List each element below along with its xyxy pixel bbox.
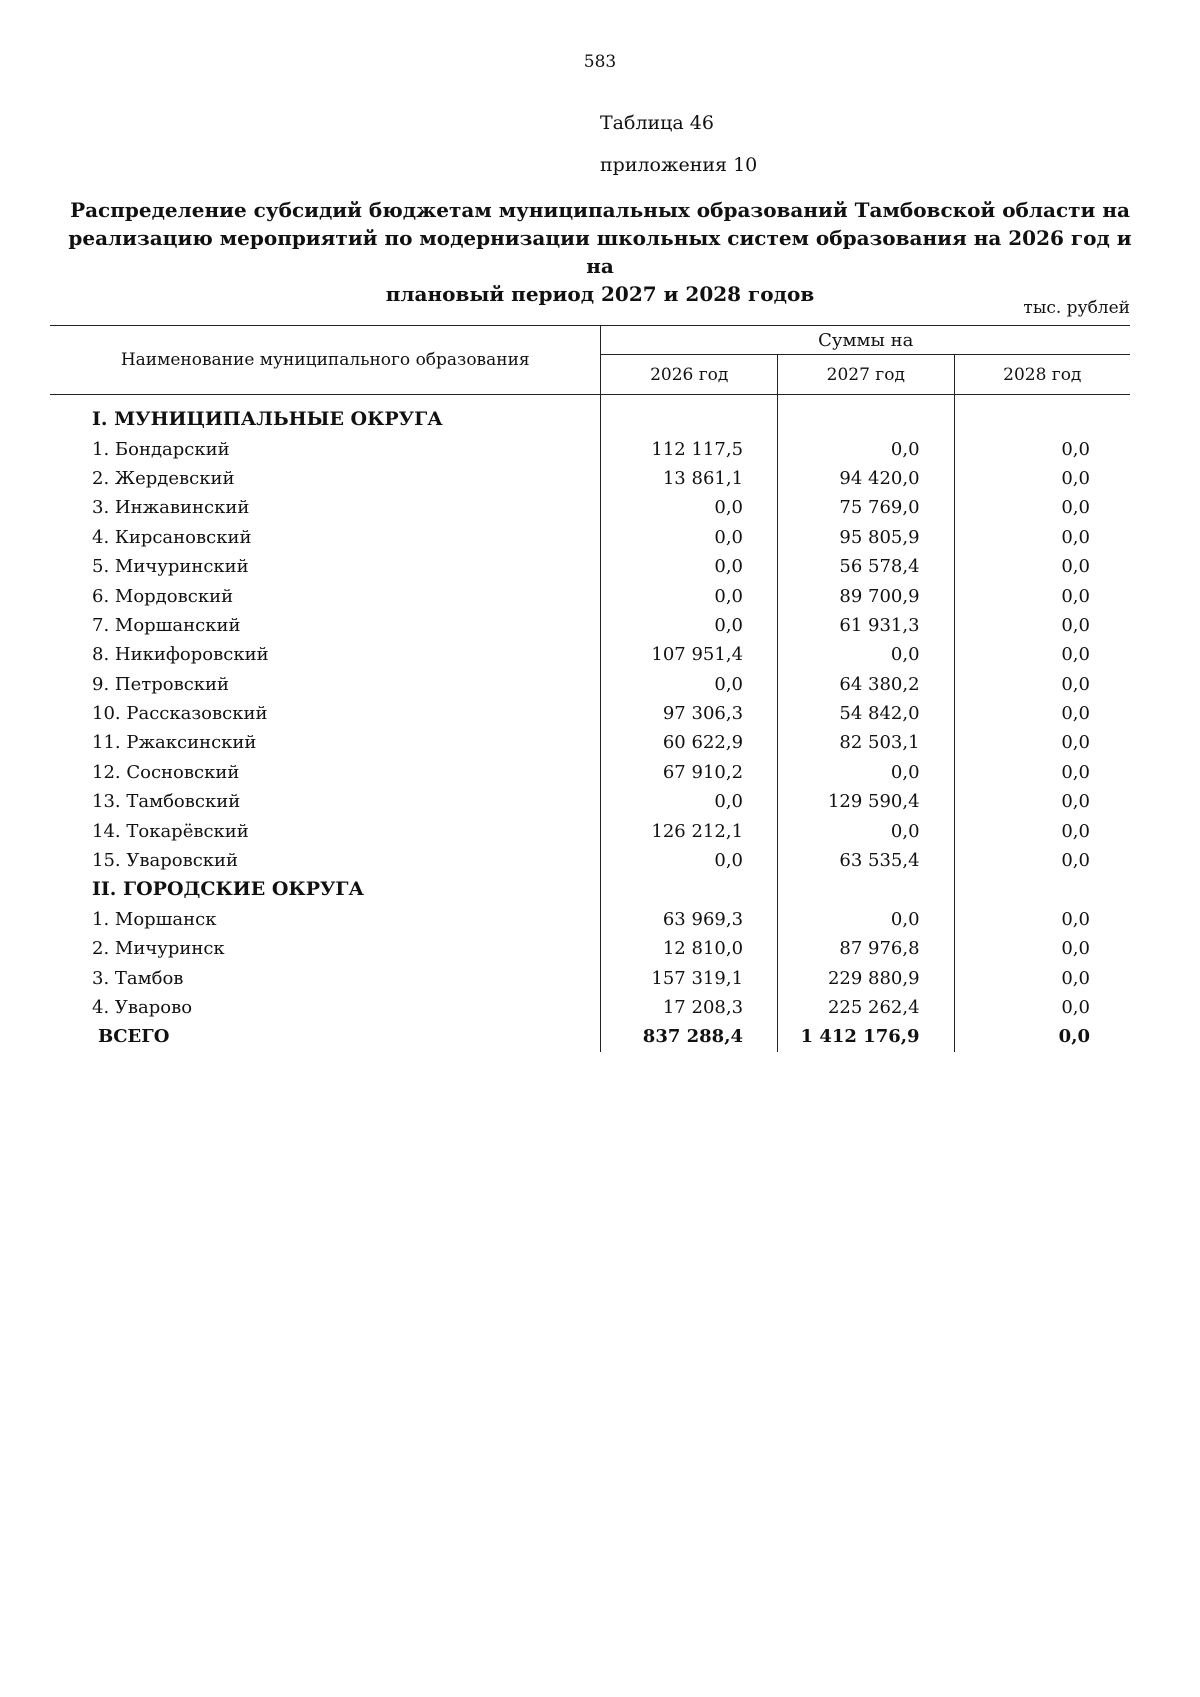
total-row — [50, 1022, 1130, 1051]
value-2027: 75 769,0 — [778, 493, 955, 522]
value-2027: 95 805,9 — [778, 523, 955, 552]
value-2028: 0,0 — [954, 670, 1130, 699]
value-2028: 0,0 — [954, 1022, 1130, 1051]
value-2028: 0,0 — [954, 699, 1130, 728]
row-name: 6. Мордовский — [92, 585, 234, 607]
value-2026: 97 306,3 — [601, 699, 778, 728]
table-row — [50, 816, 1130, 845]
appendix-number: приложения 10 — [600, 154, 758, 176]
table-row — [50, 905, 1130, 934]
value-2028: 0,0 — [954, 905, 1130, 934]
value-2026: 0,0 — [601, 611, 778, 640]
value-2027: 0,0 — [778, 434, 955, 463]
table-row — [50, 934, 1130, 963]
value-2026: 60 622,9 — [601, 728, 778, 757]
value-2027: 82 503,1 — [778, 728, 955, 757]
value-2028: 0,0 — [954, 434, 1130, 463]
value-2027: 94 420,0 — [778, 464, 955, 493]
table-row — [50, 846, 1130, 875]
value-2027: 0,0 — [778, 758, 955, 787]
table-row — [50, 758, 1130, 787]
row-name: ВСЕГО — [98, 1026, 170, 1048]
header-sums: Суммы на — [601, 326, 1130, 355]
value-2028: 0,0 — [954, 640, 1130, 669]
table-row — [50, 434, 1130, 463]
row-name: 13. Тамбовский — [92, 791, 241, 813]
value-2026: 0,0 — [601, 552, 778, 581]
table-row — [50, 670, 1130, 699]
value-2026: 0,0 — [601, 787, 778, 816]
title-line-2: реализацию мероприятий по модернизации школьных систем образования на 2026 год и на — [68, 226, 1132, 278]
table-row — [50, 699, 1130, 728]
value-2028: 0,0 — [954, 552, 1130, 581]
title-line-3: плановый период 2027 и 2028 годов — [385, 282, 815, 306]
table-row — [50, 464, 1130, 493]
value-2028: 0,0 — [954, 464, 1130, 493]
document-title — [60, 196, 1140, 308]
value-2028: 0,0 — [954, 523, 1130, 552]
value-2027: 54 842,0 — [778, 699, 955, 728]
value-2028 — [954, 875, 1130, 904]
value-2027: 56 578,4 — [778, 552, 955, 581]
value-2027: 63 535,4 — [778, 846, 955, 875]
value-2027 — [778, 395, 955, 435]
row-name: II. ГОРОДСКИЕ ОКРУГА — [92, 878, 364, 901]
value-2028: 0,0 — [954, 934, 1130, 963]
value-2027: 0,0 — [778, 640, 955, 669]
value-2026 — [601, 875, 778, 904]
value-2027: 225 262,4 — [778, 993, 955, 1022]
row-name: 15. Уваровский — [92, 850, 239, 872]
value-2026: 67 910,2 — [601, 758, 778, 787]
value-2028: 0,0 — [954, 846, 1130, 875]
table-row — [50, 963, 1130, 992]
row-name: 5. Мичуринский — [92, 556, 249, 578]
value-2026: 0,0 — [601, 670, 778, 699]
value-2027: 1 412 176,9 — [778, 1022, 955, 1051]
row-name: 4. Кирсановский — [92, 526, 252, 548]
header-year-2028: 2028 год — [954, 355, 1130, 395]
row-name: I. МУНИЦИПАЛЬНЫЕ ОКРУГА — [92, 408, 443, 431]
value-2028: 0,0 — [954, 758, 1130, 787]
row-name: 12. Сосновский — [92, 761, 240, 783]
value-2026: 112 117,5 — [601, 434, 778, 463]
row-name: 11. Ржаксинский — [92, 732, 257, 754]
value-2026: 107 951,4 — [601, 640, 778, 669]
row-name: 2. Жердевский — [92, 467, 235, 489]
value-2026: 17 208,3 — [601, 993, 778, 1022]
value-2026: 12 810,0 — [601, 934, 778, 963]
value-2027: 89 700,9 — [778, 581, 955, 610]
header-year-2026: 2026 год — [601, 355, 778, 395]
value-2027: 64 380,2 — [778, 670, 955, 699]
value-2027: 229 880,9 — [778, 963, 955, 992]
value-2026: 126 212,1 — [601, 816, 778, 845]
table-row — [50, 552, 1130, 581]
table-row — [50, 523, 1130, 552]
value-2028: 0,0 — [954, 787, 1130, 816]
table-row — [50, 993, 1130, 1022]
value-2028: 0,0 — [954, 581, 1130, 610]
value-2027: 87 976,8 — [778, 934, 955, 963]
value-2027: 61 931,3 — [778, 611, 955, 640]
table-number: Таблица 46 — [600, 112, 714, 134]
table-row — [50, 787, 1130, 816]
value-2026: 0,0 — [601, 493, 778, 522]
row-name: 1. Бондарский — [92, 438, 230, 460]
title-line-1: Распределение субсидий бюджетам муниципальных образований Тамбовской области на — [70, 198, 1130, 222]
value-2027: 0,0 — [778, 816, 955, 845]
value-2026: 157 319,1 — [601, 963, 778, 992]
value-2027: 129 590,4 — [778, 787, 955, 816]
header-year-2027: 2027 год — [778, 355, 955, 395]
value-2027 — [778, 875, 955, 904]
value-2026: 0,0 — [601, 523, 778, 552]
value-2028: 0,0 — [954, 611, 1130, 640]
page-number: 583 — [583, 52, 617, 72]
table-body — [50, 395, 1130, 1052]
row-name: 4. Уварово — [92, 997, 193, 1018]
row-name: 14. Токарёвский — [92, 820, 249, 842]
table-row — [50, 728, 1130, 757]
table-row — [50, 611, 1130, 640]
value-2028: 0,0 — [954, 493, 1130, 522]
table-row — [50, 493, 1130, 522]
row-name: 7. Моршанский — [92, 614, 241, 636]
row-name: 8. Никифоровский — [92, 644, 269, 666]
value-2028: 0,0 — [954, 728, 1130, 757]
value-2026: 0,0 — [601, 846, 778, 875]
row-name: 2. Мичуринск — [92, 938, 225, 960]
value-2026 — [601, 395, 778, 435]
value-2026: 0,0 — [601, 581, 778, 610]
value-2027: 0,0 — [778, 905, 955, 934]
value-2026: 837 288,4 — [601, 1022, 778, 1051]
row-name: 9. Петровский — [92, 673, 230, 695]
value-2026: 63 969,3 — [601, 905, 778, 934]
row-name: 10. Рассказовский — [92, 703, 268, 725]
value-2028 — [954, 395, 1130, 435]
value-2028: 0,0 — [954, 993, 1130, 1022]
table-header — [50, 326, 1130, 395]
subsidy-table — [50, 325, 1130, 1052]
value-2028: 0,0 — [954, 816, 1130, 845]
units-label: тыс. рублей — [1023, 298, 1130, 318]
section-row — [50, 875, 1130, 904]
value-2026: 13 861,1 — [601, 464, 778, 493]
row-name: 3. Инжавинский — [92, 497, 250, 519]
row-name: 3. Тамбов — [92, 967, 184, 989]
table-row — [50, 640, 1130, 669]
table-row — [50, 581, 1130, 610]
header-name: Наименование муниципального образования — [50, 326, 601, 395]
value-2028: 0,0 — [954, 963, 1130, 992]
row-name: 1. Моршанск — [92, 908, 217, 930]
section-row — [50, 395, 1130, 435]
